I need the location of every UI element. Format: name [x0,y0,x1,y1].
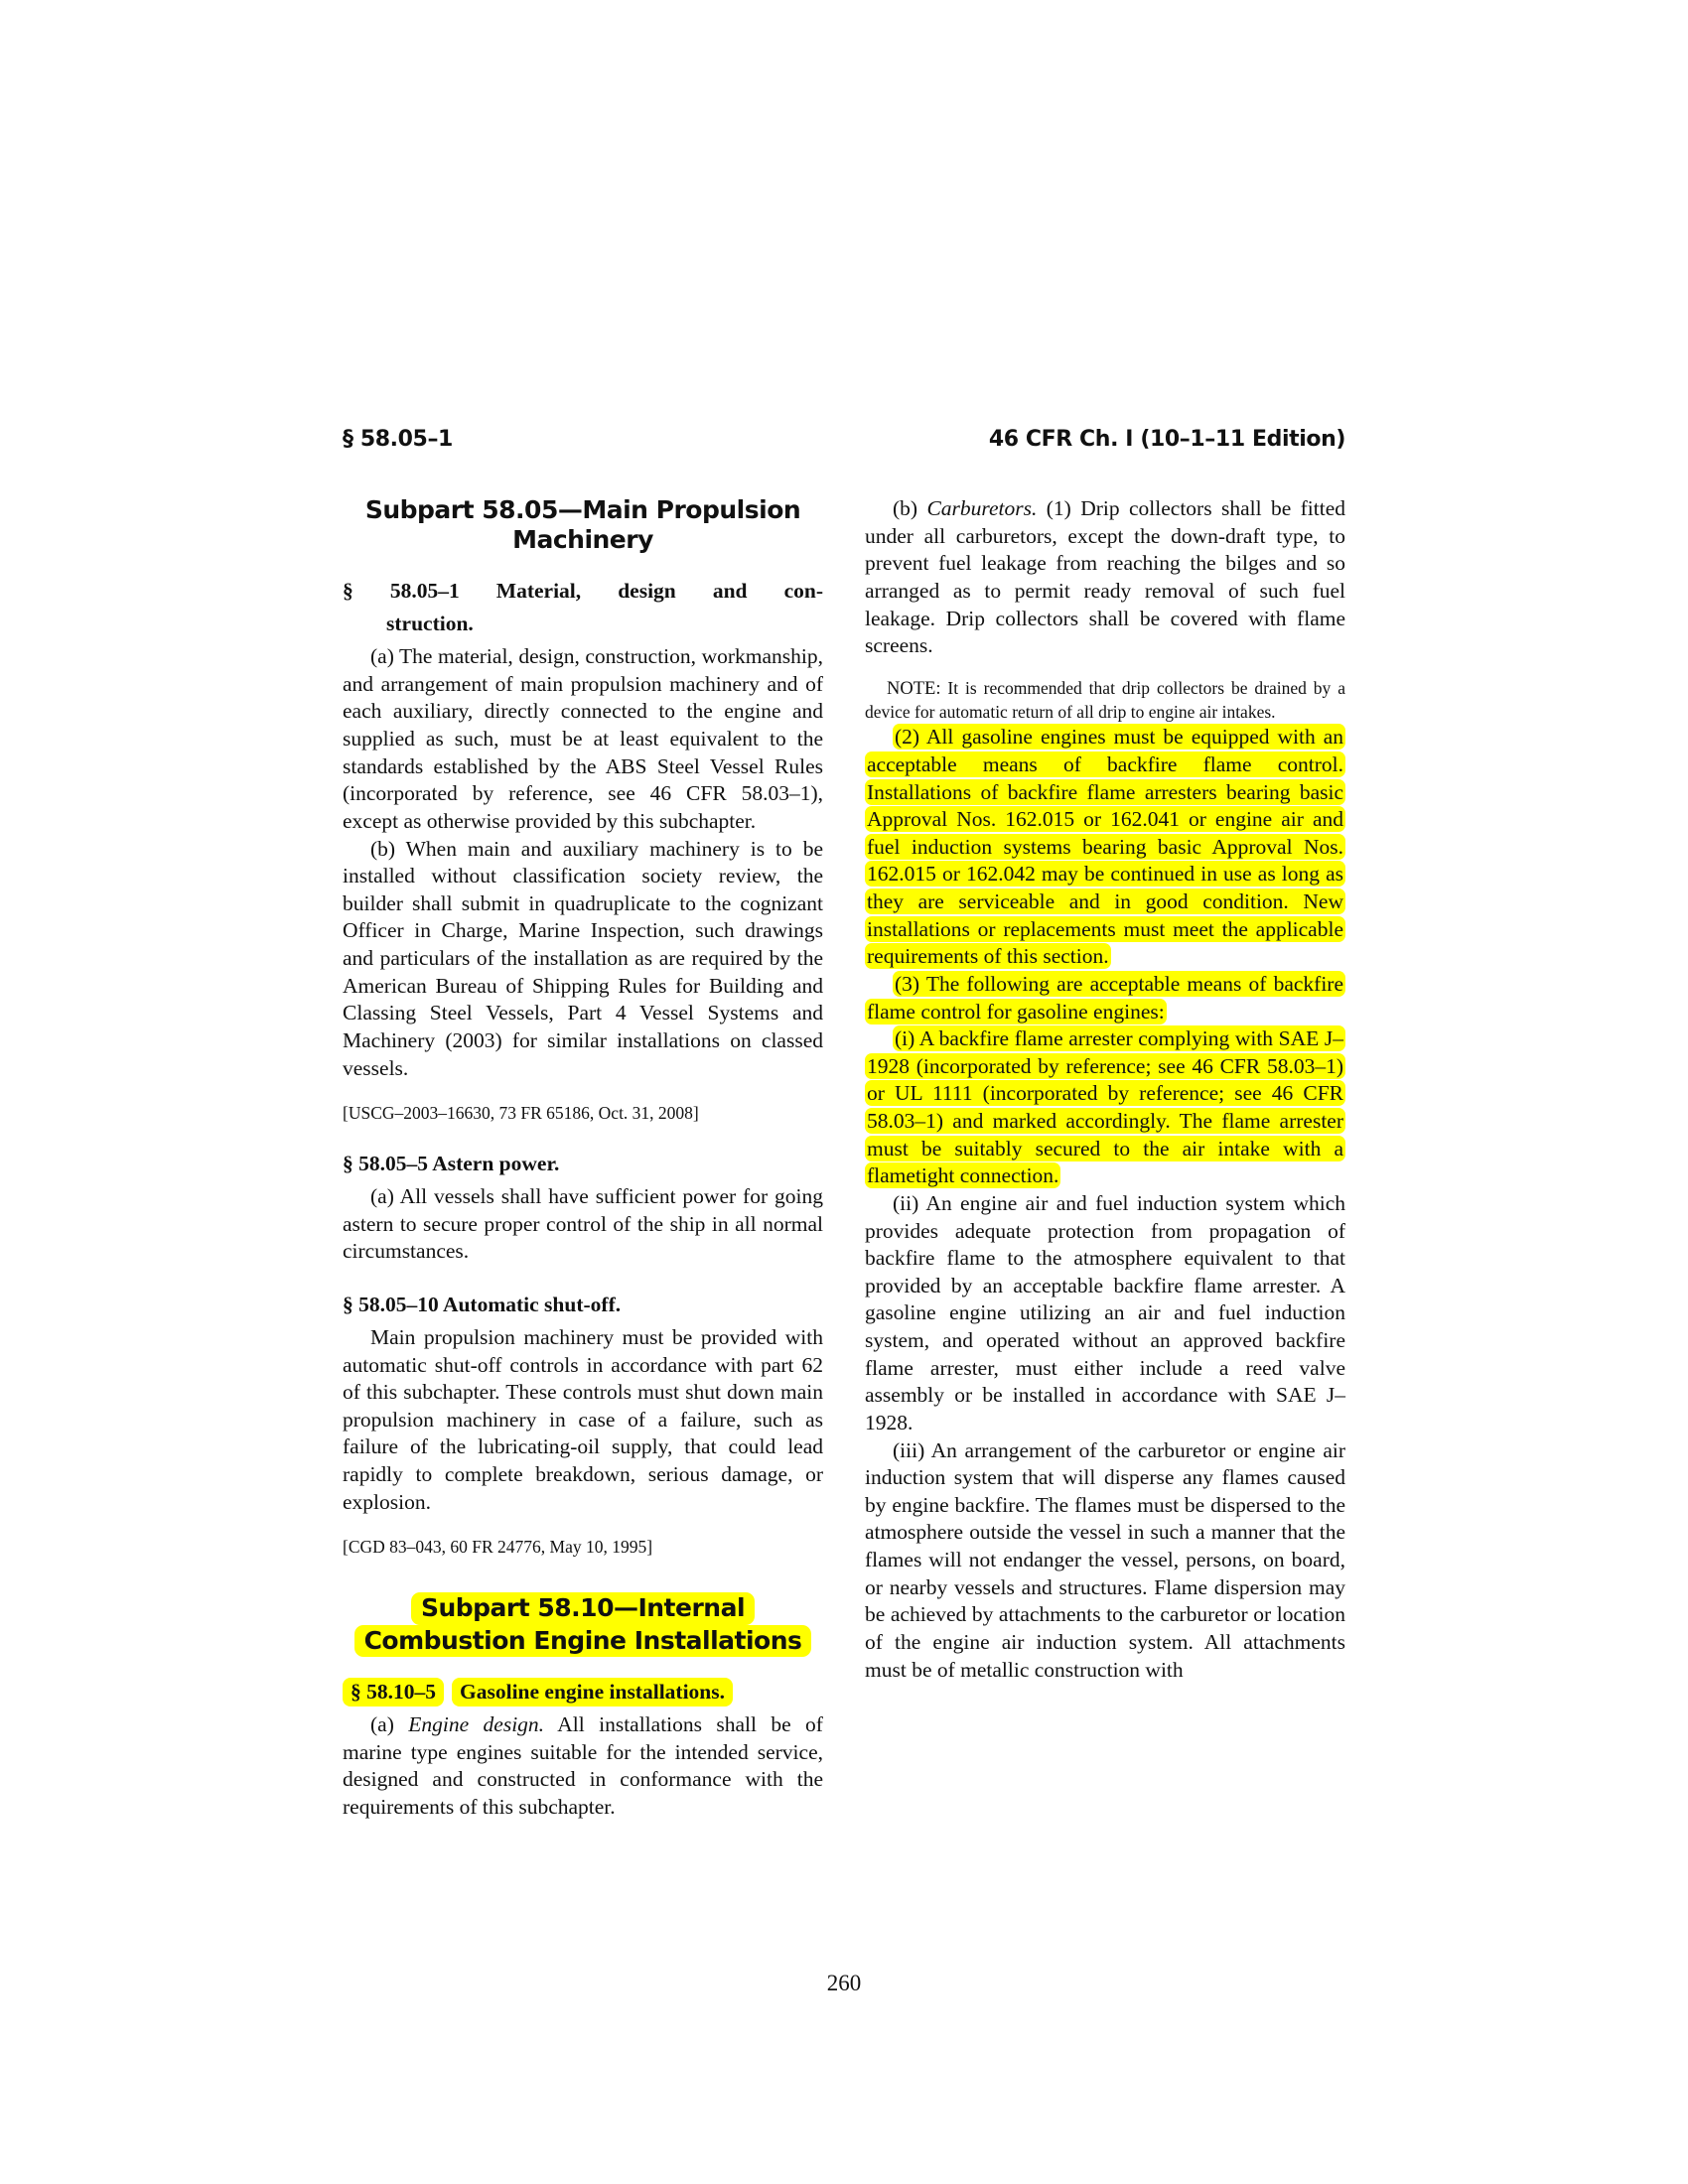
section-number-58-05-1: § 58.05–1 [343,579,460,603]
section-title-58-05-10: Automatic shut-off. [442,1292,622,1316]
section-heading-58-05-5 [343,1151,823,1177]
paragraph-iii-carburetor-arrangement: (iii) An arrangement of the carburetor or engine air induction system that will disperse any flames caused by engine backfire. The flames must be dispersed to the atmosphere outside the vessel in such a manner that the flames will not endanger the vessel, persons, on board, or nearby vessels and structures. Flame dispersion may be achieved by attachments to the carburetor or location of the engine air induction system. All attachments must be of metallic construction with [865,1437,1345,1682]
cfr-page [343,427,1346,1995]
paragraph-58-05-5-a: (a) All vessels shall have sufficient power for going astern to secure proper control of the ship in all normal circumstances. [343,1183,823,1264]
paragraph-2-backfire-flame-control [865,724,1345,971]
paragraph-58-10-5-b-label: (b) [893,496,927,520]
paragraph-ii-induction-system: (ii) An engine air and fuel induction system which provides adequate protection from propagation of backfire flame to the atmosphere equivalent to that provided by an acceptable backfire flame arrester. A gasoline engine utilizing an air and fuel induction system, and operated without an approved backfire flame arrester, must either include a reed valve assembly or be installed in accordance with SAE J–1928. [865,1190,1345,1434]
note-drip-collectors [865,677,1345,725]
citation-58-05-10: [CGD 83–043, 60 FR 24776, May 10, 1995] [343,1537,653,1558]
running-head-edition: 46 CFR Ch. I (10–1–11 Edition) [988,427,1345,452]
subpart-58-05-heading-line1: Subpart 58.05—Main Propulsion [364,495,801,524]
paragraph-i-flame-arrester [865,1025,1345,1190]
paragraph-58-05-1-b: (b) When main and auxiliary machinery is to be installed without classification society review, the builder shall submit in quadruplicate to the cognizant Officer in Charge, Marine Inspection, such drawings and particulars of the installation as are required by the American Bureau of Shipping Rules for Building and Classing Steel Vessels, Part 4 Vessel Systems and Machinery (2003) for similar installations on classed vessels. [343,836,823,1080]
subpart-58-10-heading [343,1592,823,1657]
section-heading-58-10-5 [343,1679,823,1706]
subpart-58-10-heading-line2: Combustion Engine Installations [354,1625,812,1658]
paragraph-58-10-5-a-label: (a) [370,1712,409,1737]
paragraph-58-10-5-a-text: All installations shall be of marine type engines suitable for the intended service, designed and constructed in conformance with the requirements of this subchapter. [343,1712,823,1820]
paragraph-58-10-5-b [865,495,1345,660]
section-title-58-05-5: Astern power. [432,1151,560,1175]
section-number-58-05-10: § 58.05–10 [343,1292,439,1316]
right-column [865,495,1345,1822]
subpart-58-05-heading-line2: Machinery [512,524,653,554]
section-heading-58-05-10 [343,1292,823,1318]
paragraph-58-10-5-b-italic-lead: Carburetors. [926,496,1038,520]
paragraph-58-05-10-body: Main propulsion machinery must be provided with automatic shut-off controls in accordance with part 62 of this subchapter. These controls must shut down main propulsion machinery in case of a failure, such as failure of the lubricating-oil supply, that could lead rapidly to complete breakdown, serious damage, or explosion. [343,1324,823,1514]
section-title-58-10-5: Gasoline engine installations. [452,1678,733,1706]
paragraph-2-text: (2) All gasoline engines must be equipped with an acceptable means of backfire flame control. Installations of backfire flame arresters bearing basic Approval Nos. 162.015 or 162.041 or engine air and fuel induction systems bearing basic Approval Nos. 162.015 or 162.042 may be continued in use as long as they are serviceable and in good condition. New installations or replacements must meet the applicable requirements of this section. [867,725,1343,969]
note-label: NOTE: [887,678,941,699]
paragraph-58-10-5-a-italic-lead: Engine design. [408,1712,545,1737]
paragraph-i-text: (i) A backfire flame arrester complying with SAE J–1928 (incorporated by reference; see 46 CFR 58.03–1) or UL 1111 (incorporated by reference; see 46 CFR 58.03–1) and marked accordingly. The flame arrester must be suitably secured to the air intake with a flametight connection. [867,1026,1343,1188]
two-column-body [343,495,1345,1822]
page-number: 260 [826,1971,862,1995]
paragraph-3-text: (3) The following are acceptable means of backfire flame control for gasoline engines: [867,971,1343,1024]
note-text: It is recommended that drip collectors be drained by a device for automatic return of all drip to engine air intakes. [865,677,1345,723]
section-title-58-05-1: Material, design and con- [495,579,823,603]
citation-58-05-1: [USCG–2003–16630, 73 FR 65186, Oct. 31, 2008] [343,1103,699,1124]
section-title-58-05-1-line2: struction. [386,612,474,636]
section-number-58-10-5: § 58.10–5 [343,1678,444,1706]
subpart-58-05-heading [343,495,823,554]
running-head [343,427,1345,452]
paragraph-3-acceptable-means [865,971,1345,1025]
section-heading-58-05-1 [343,578,823,605]
running-head-section: § 58.05–1 [343,427,453,452]
paragraph-58-10-5-b-text: (1) Drip collectors shall be fitted under all carburetors, except the down-draft type, to prevent fuel leakage from reaching the bilges and so arranged as to permit ready removal of such fuel leakage. Drip collectors shall be covered with flame screens. [865,496,1346,658]
paragraph-58-10-5-a [343,1711,823,1822]
left-column [343,495,823,1822]
section-heading-58-05-1-cont [343,611,823,637]
section-number-58-05-5: § 58.05–5 [343,1151,428,1175]
paragraph-58-05-1-a: (a) The material, design, construction, workmanship, and arrangement of main propulsion machinery and of each auxiliary, directly connected to the engine and supplied as such, must be at least equivalent to the standards established by the ABS Steel Vessel Rules (incorporated by reference, see 46 CFR 58.03–1), except as otherwise provided by this subchapter. [343,644,823,833]
subpart-58-10-heading-line1: Subpart 58.10—Internal [411,1592,755,1625]
